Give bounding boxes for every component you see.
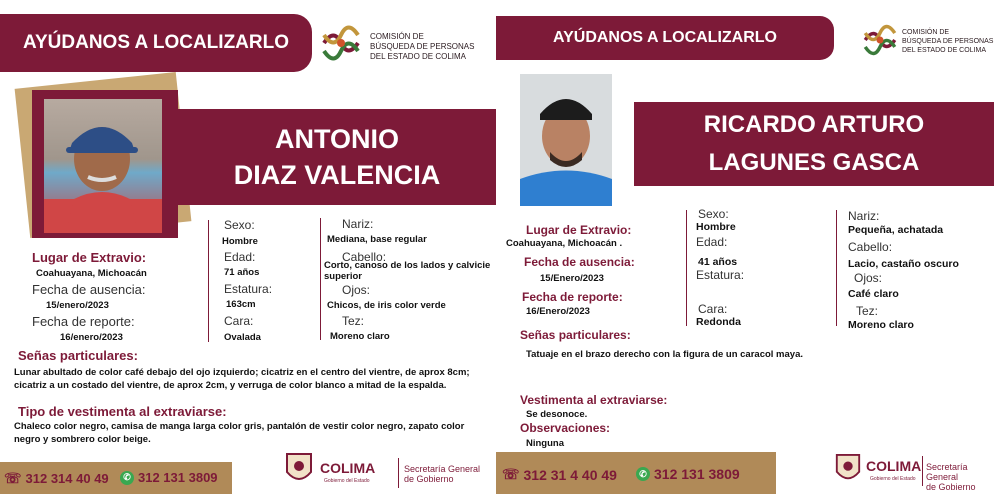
cabello-value: Corto, canoso de los lados y calvicie superior	[324, 260, 491, 282]
divider	[836, 210, 837, 326]
poster-ricardo	[496, 0, 1000, 494]
sexo-value: Hombre	[222, 236, 258, 247]
phone-icon: ☏	[4, 470, 22, 486]
phone-2[interactable]	[636, 466, 740, 482]
vestimenta-title: Vestimenta al extraviarse:	[520, 393, 668, 407]
colima-logo: COLIMA	[866, 458, 922, 474]
sexo-label: Sexo:	[224, 218, 255, 232]
vestimenta-title: Tipo de vestimenta al extraviarse:	[18, 404, 227, 419]
cara-label: Cara:	[698, 302, 728, 316]
agency-name: COMISIÓN DE BÚSQUEDA DE PERSONAS DEL ESTADO DE COLIMA	[902, 29, 994, 54]
divider	[320, 218, 321, 340]
help-banner: AYÚDANOS A LOCALIZARLO	[0, 14, 312, 72]
ojos-value: Café claro	[848, 288, 899, 300]
tez-label: Tez:	[856, 304, 879, 318]
observaciones-title: Observaciones:	[520, 421, 611, 435]
vestimenta-text: Se desonoce.	[526, 409, 588, 420]
estatura-label: Estatura:	[696, 268, 745, 282]
ausencia-label: Fecha de ausencia:	[524, 255, 635, 269]
agency-name: COMISIÓN DE BÚSQUEDA DE PERSONAS DEL ESTADO DE COLIMA	[370, 32, 475, 61]
observaciones-text: Ninguna	[526, 438, 564, 449]
lugar-value: Coahuayana, Michoacán .	[506, 238, 623, 249]
senas-title: Señas particulares:	[520, 328, 631, 342]
person-name: ANTONIO DIAZ VALENCIA	[178, 109, 496, 205]
nariz-label: Nariz:	[342, 217, 374, 231]
vestimenta-text: Chaleco color negro, camisa de manga larga color gris, pantalón de vestir color negro, zapato color negro y sombrero color beige.	[14, 421, 465, 445]
edad-value: 71 años	[224, 267, 260, 278]
secretaria-text: Secretaría General de Gobierno	[926, 462, 976, 492]
divider	[922, 456, 923, 486]
tez-label: Tez:	[342, 314, 365, 328]
reporte-label: Fecha de reporte:	[522, 290, 623, 304]
phone-1[interactable]	[4, 470, 109, 487]
edad-value: 41 años	[698, 256, 738, 268]
secretaria-text: Secretaría General de Gobierno	[404, 464, 481, 484]
reporte-value: 16/enero/2023	[60, 332, 123, 343]
commission-logo-icon	[860, 18, 900, 62]
cabello-value: Lacio, castaño oscuro	[848, 258, 959, 270]
ojos-value: Chicos, de iris color verde	[327, 300, 446, 311]
tez-value: Moreno claro	[330, 331, 390, 342]
reporte-value: 16/Enero/2023	[526, 306, 590, 317]
ausencia-label: Fecha de ausencia:	[32, 282, 146, 297]
whatsapp-icon: ✆	[636, 467, 650, 481]
phone-icon: ☏	[502, 466, 520, 482]
person-name: RICARDO ARTURO LAGUNES GASCA	[634, 102, 994, 186]
ausencia-value: 15/Enero/2023	[540, 273, 604, 284]
divider	[398, 458, 399, 488]
lugar-value: Coahuayana, Michoacán	[36, 268, 147, 279]
senas-text: Lunar abultado de color café debajo del ojo izquierdo; cicatriz en el centro del vientre, de aprox 8cm; cicatriz a un costado del vientre, de aprox 2cm, y verruga de color blanco a mitad de la espalda.	[14, 367, 470, 391]
sexo-label: Sexo:	[698, 207, 729, 221]
tez-value: Moreno claro	[848, 319, 914, 331]
edad-label: Edad:	[224, 250, 256, 264]
help-banner: AYÚDANOS A LOCALIZARLO	[496, 16, 834, 60]
cabello-label: Cabello:	[342, 250, 387, 264]
phone-1-number: 312 31 4 40 49	[523, 466, 617, 483]
estatura-value: 163cm	[226, 299, 256, 310]
phone-1[interactable]	[502, 466, 617, 483]
whatsapp-icon: ✆	[120, 471, 134, 485]
gobierno-text: Gobierno del Estado	[324, 478, 370, 484]
phone-2-number: 312 131 3809	[654, 466, 740, 482]
phone-2-number: 312 131 3809	[138, 470, 218, 485]
reporte-label: Fecha de reporte:	[32, 314, 135, 329]
cabello-label: Cabello:	[848, 240, 893, 254]
cara-label: Cara:	[224, 314, 254, 328]
cara-value: Ovalada	[224, 332, 261, 343]
colima-shield-icon	[834, 448, 862, 488]
ojos-label: Ojos:	[342, 283, 371, 297]
commission-logo-icon	[318, 20, 364, 66]
nariz-value: Mediana, base regular	[327, 234, 427, 245]
ausencia-value: 15/enero/2023	[46, 300, 109, 311]
divider	[686, 210, 687, 326]
sexo-value: Hombre	[696, 221, 736, 233]
phone-1-number: 312 314 40 49	[25, 471, 109, 486]
senas-text: Tatuaje en el brazo derecho con la figura de un caracol maya.	[526, 349, 803, 360]
lugar-label: Lugar de Extravio:	[32, 250, 147, 265]
edad-label: Edad:	[696, 235, 728, 249]
lugar-label: Lugar de Extravio:	[526, 223, 632, 237]
senas-title: Señas particulares:	[18, 348, 138, 363]
missing-person-photo	[44, 99, 162, 233]
poster-antonio	[0, 0, 496, 494]
colima-logo: COLIMA	[320, 460, 376, 476]
phone-2[interactable]	[120, 470, 218, 485]
gobierno-text: Gobierno del Estado	[870, 476, 916, 482]
nariz-value: Pequeña, achatada	[848, 224, 944, 236]
cara-value: Redonda	[696, 316, 741, 328]
nariz-label: Nariz:	[848, 209, 880, 223]
ojos-label: Ojos:	[854, 271, 883, 285]
missing-person-photo	[520, 74, 612, 206]
colima-shield-icon	[284, 448, 314, 488]
divider	[208, 220, 209, 342]
estatura-label: Estatura:	[224, 282, 273, 296]
